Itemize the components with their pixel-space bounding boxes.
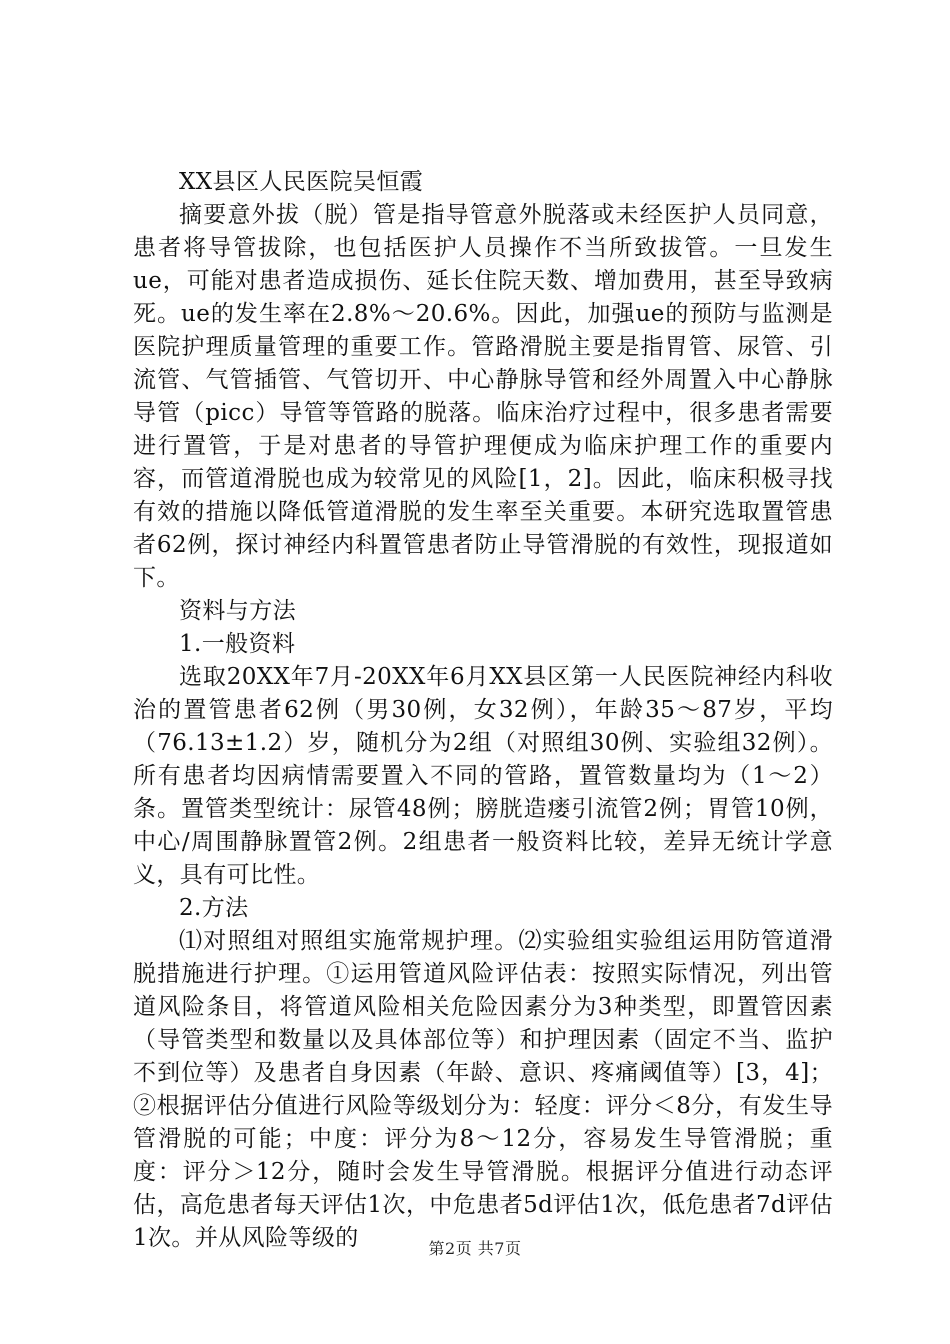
page-footer (0, 1236, 950, 1259)
page-indicator: 第2页 共7页 (428, 1239, 522, 1258)
author-line: XX县区人民医院吴恒霞 (179, 169, 424, 195)
document-body (133, 166, 833, 1255)
subsection-2-paragraph: ⑴对照组对照组实施常规护理。⑵实验组实验组运用防管道滑脱措施进行护理。①运用管道风险评估表：按照实际情况，列出管道风险条目，将管道风险相关危险因素分为3种类型，即置管因素（导管类型和数量以及具体部位等）和护理因素（固定不当、监护不到位等）及患者自身因素（年龄、意识、疼痛阈值等）[3，4]；②根据评估分值进行风险等级划分为：轻度：评分＜8分，有发生导管滑脱的可能；中度：评分为8～12分，容易发生导管滑脱；重度：评分＞12分，随时会发生导管滑脱。根据评分值进行动态评估，高危患者每天评估1次，中危患者5d评估1次，低危患者7d评估1次。并从风险等级的 (133, 928, 833, 1251)
abstract-paragraph: 摘要意外拔（脱）管是指导管意外脱落或未经医护人员同意，患者将导管拔除，也包括医护人员操作不当所致拔管。一旦发生ue，可能对患者造成损伤、延长住院天数、增加费用，甚至导致病死。ue的发生率在2.8%～20.6%。因此，加强ue的预防与监测是医院护理质量管理的重要工作。管路滑脱主要是指胃管、尿管、引流管、气管插管、气管切开、中心静脉导管和经外周置入中心静脉导管（picc）导管等管路的脱落。临床治疗过程中，很多患者需要进行置管，于是对患者的导管护理便成为临床护理工作的重要内容，而管道滑脱也成为较常见的风险[1，2]。因此，临床积极寻找有效的措施以降低管道滑脱的发生率至关重要。本研究选取置管患者62例，探讨神经内科置管患者防止导管滑脱的有效性，现报道如下。 (133, 202, 833, 591)
subsection-1-paragraph: 选取20XX年7月-20XX年6月XX县区第一人民医院神经内科收治的置管患者62例（男30例，女32例），年龄35～87岁，平均（76.13±1.2）岁，随机分为2组（对照组30例、实验组32例）。所有患者均因病情需要置入不同的管路，置管数量均为（1～2）条。置管类型统计：尿管48例；膀胱造瘘引流管2例；胃管10例，中心/周围静脉置管2例。2组患者一般资料比较，差异无统计学意义，具有可比性。 (133, 664, 833, 888)
subsection-2-heading: 2.方法 (179, 895, 249, 921)
subsection-1-heading: 1.一般资料 (179, 631, 296, 657)
section-heading: 资料与方法 (179, 598, 296, 624)
